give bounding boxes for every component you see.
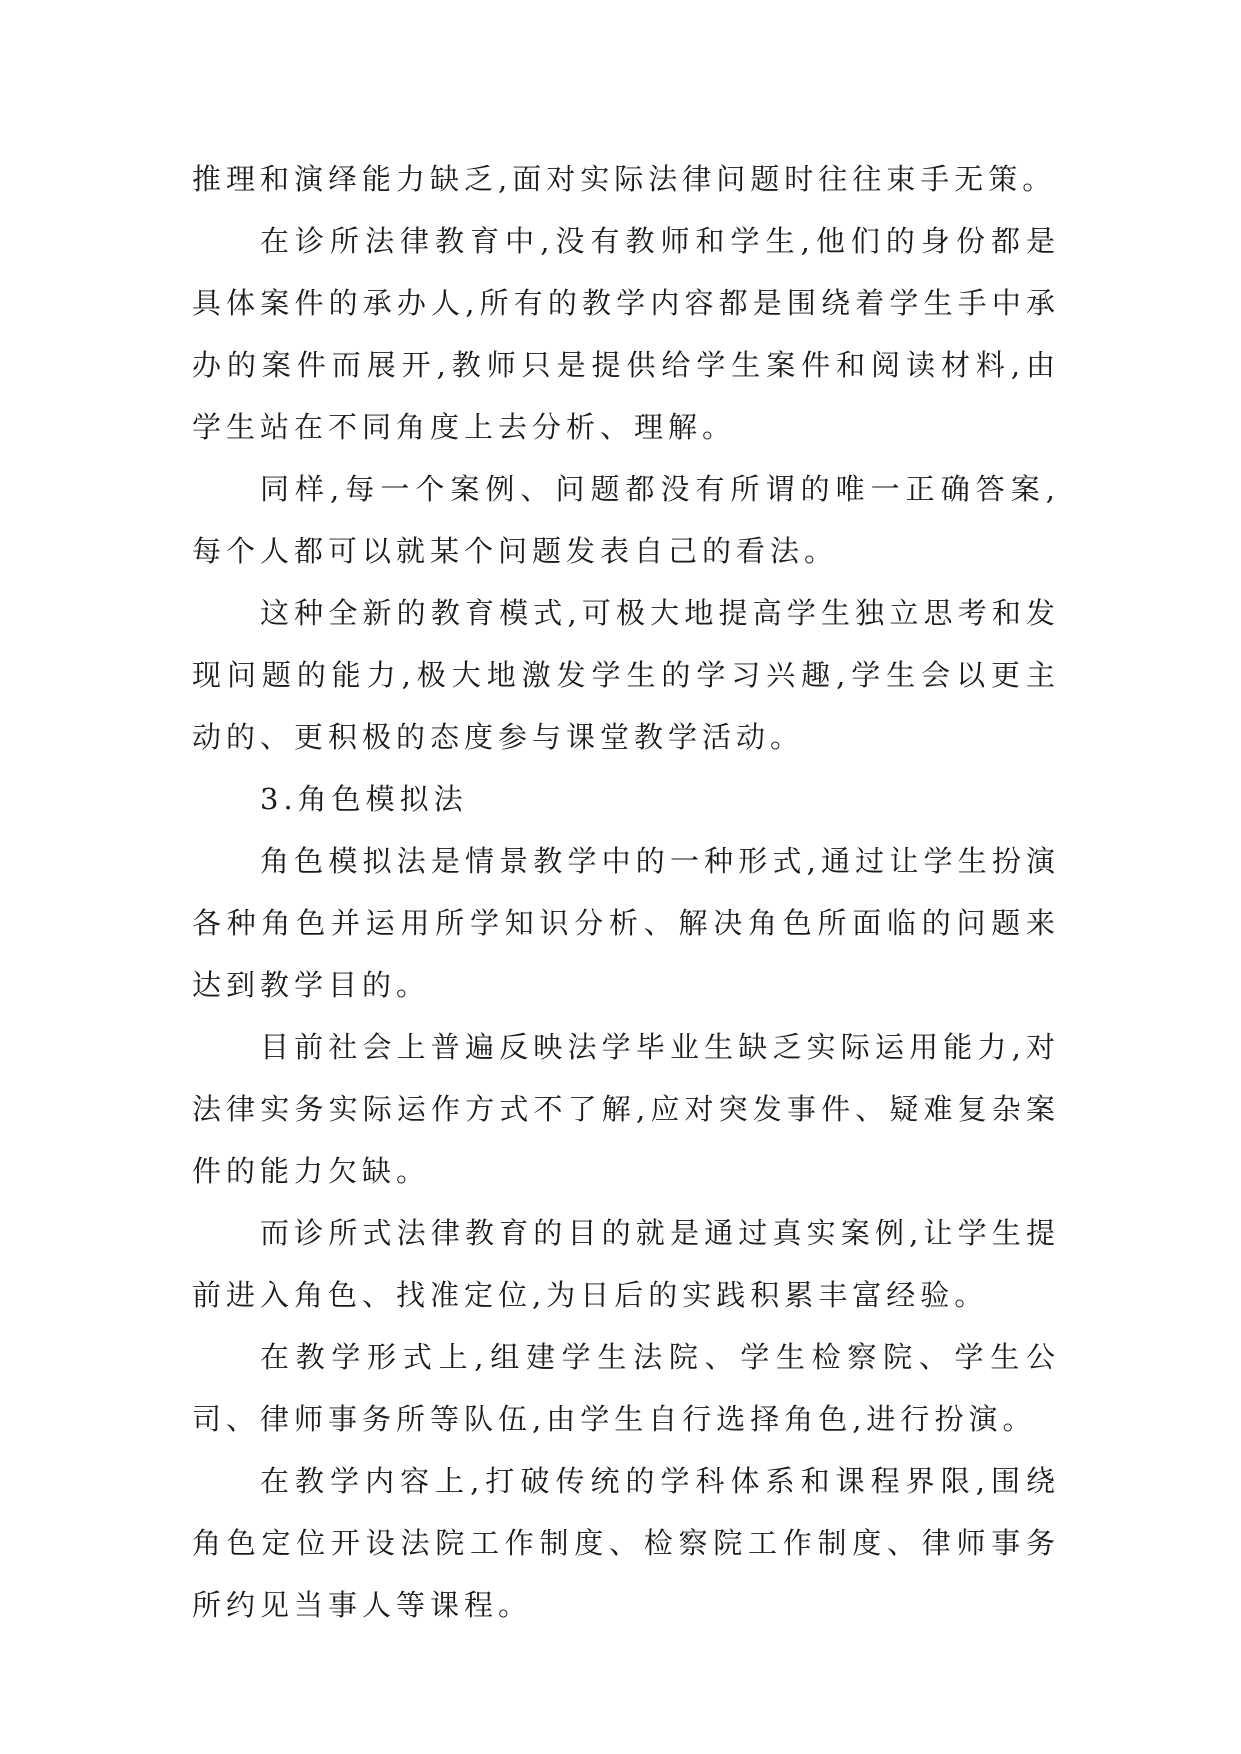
paragraph-teaching-form: 在教学形式上,组建学生法院、学生检察院、学生公司、律师事务所等队伍,由学生自行选择角色,进行扮演。	[192, 1340, 1060, 1436]
paragraph-role-simulation-definition: 角色模拟法是情景教学中的一种形式,通过让学生扮演各种角色并运用所学知识分析、解决角色所面临的问题来达到教学目的。	[192, 844, 1060, 1002]
section-heading-role-simulation: 3.角色模拟法	[260, 782, 468, 816]
paragraph-clinic-purpose: 而诊所式法律教育的目的就是通过真实案例,让学生提前进入角色、找准定位,为日后的实践积累丰富经验。	[192, 1216, 1060, 1312]
paragraph-teaching-content: 在教学内容上,打破传统的学科体系和课程界限,围绕角色定位开设法院工作制度、检察院工作制度、律师事务所约见当事人等课程。	[192, 1464, 1061, 1622]
paragraph-no-single-answer: 同样,每一个案例、问题都没有所谓的唯一正确答案,每个人都可以就某个问题发表自己的看法。	[192, 472, 1060, 568]
paragraph-graduate-ability: 目前社会上普遍反映法学毕业生缺乏实际运用能力,对法律实务实际运作方式不了解,应对突发事件、疑难复杂案件的能力欠缺。	[192, 1030, 1060, 1188]
paragraph-continuation: 推理和演绎能力缺乏,面对实际法律问题时往往束手无策。	[192, 162, 1057, 196]
document-body	[192, 148, 1060, 1636]
paragraph-new-model: 这种全新的教育模式,可极大地提高学生独立思考和发现问题的能力,极大地激发学生的学习兴趣,学生会以更主动的、更积极的态度参与课堂教学活动。	[192, 596, 1060, 754]
paragraph-clinic-education: 在诊所法律教育中,没有教师和学生,他们的身份都是具体案件的承办人,所有的教学内容都是围绕着学生手中承办的案件而展开,教师只是提供给学生案件和阅读材料,由学生站在不同角度上去分析、理解。	[192, 224, 1060, 444]
